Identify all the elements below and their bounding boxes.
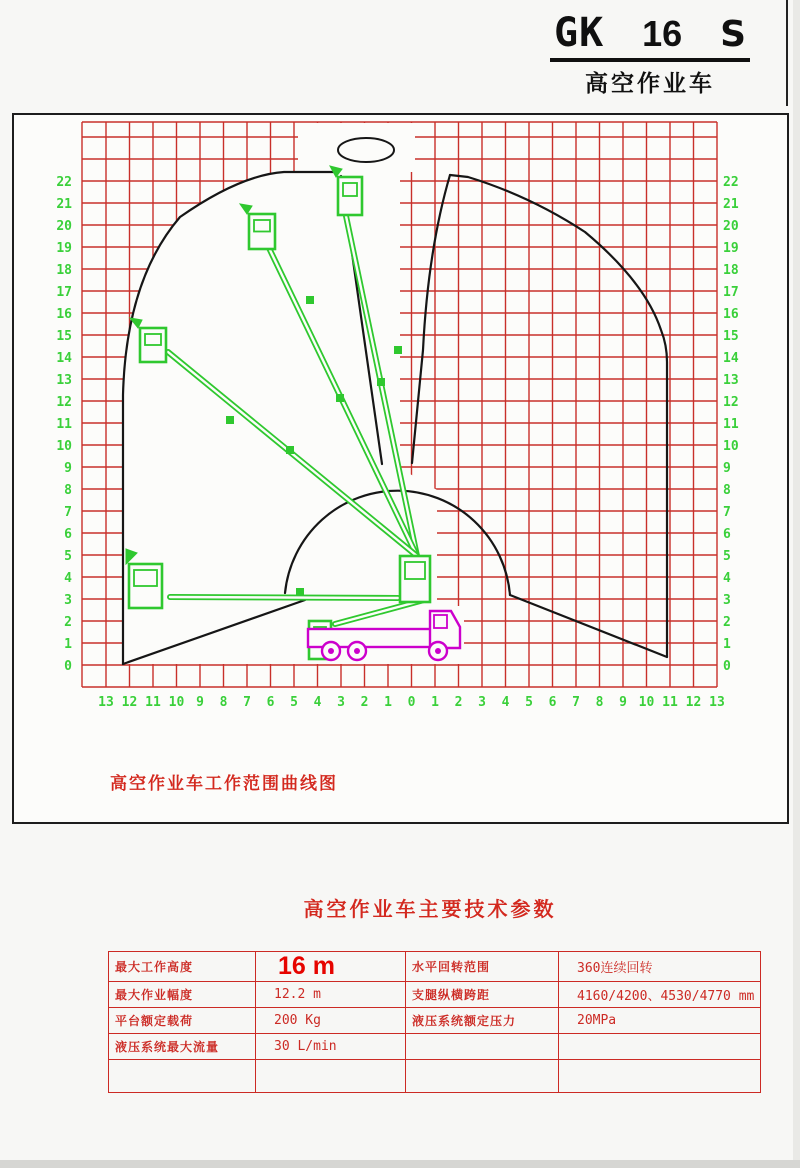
y-axis-label-left: 21 [56,197,72,212]
y-axis-label-right: 9 [723,461,731,476]
param-label: 最大作业幅度 [109,982,256,1008]
y-axis-label-left: 22 [56,175,72,190]
y-axis-label-left: 6 [64,527,72,542]
y-axis-label-left: 20 [56,219,72,234]
y-axis-label-left: 13 [56,373,72,388]
param-value [559,1060,761,1093]
page-bottom-edge [0,1160,800,1168]
y-axis-label-right: 3 [723,593,731,608]
y-axis-label-left: 18 [56,263,72,278]
y-axis-label-right: 10 [723,439,739,454]
boom-line-core [170,597,398,598]
boom-joint [394,346,402,354]
envelope-outline [510,595,667,657]
x-axis-label: 11 [145,695,161,710]
x-axis-label: 5 [290,695,298,710]
table-row [109,982,761,1008]
y-axis-label-right: 19 [723,241,739,256]
model-number: 16 [642,13,683,54]
x-axis-label: 13 [98,695,114,710]
x-axis-label: 10 [638,695,655,710]
page-right-edge [793,0,800,1168]
param-label: 液压系统最大流量 [109,1034,256,1060]
truck-hub [328,648,334,654]
table-title: 高空作业车主要技术参数 [303,899,557,921]
param-label [109,1060,256,1093]
y-axis-label-left: 11 [56,417,72,432]
boom-joint [377,378,385,386]
boom-joint [296,588,304,596]
param-value [256,1060,406,1093]
table-row [109,1008,761,1034]
param-label [406,1034,559,1060]
y-axis-label-left: 7 [64,505,72,520]
x-axis-label: 1 [384,695,392,710]
y-axis-label-left: 16 [56,307,72,322]
y-axis-label-right: 0 [723,659,731,674]
page-edge-line [786,0,788,106]
header-logo [550,10,750,98]
y-axis-label-right: 17 [723,285,739,300]
y-axis-label-left: 8 [64,483,72,498]
y-axis-label-left: 12 [56,395,72,410]
y-axis-label-right: 4 [723,571,731,586]
x-axis-label: 10 [168,695,185,710]
boom-joint [286,446,294,454]
model-subtitle: 高空作业车 [585,70,715,96]
y-axis-label-right: 16 [723,307,739,322]
y-axis-label-left: 9 [64,461,72,476]
y-axis-label-right: 6 [723,527,731,542]
model-suffix: S [720,14,746,55]
param-value: 12.2 m [256,982,406,1008]
param-label: 支腿纵横跨距 [406,982,559,1008]
param-value [559,1034,761,1060]
x-axis-label: 13 [709,695,725,710]
truck-hub [354,648,360,654]
param-label [406,1060,559,1093]
x-axis-label: 9 [196,695,204,710]
y-axis-label-left: 5 [64,549,72,564]
x-axis-label: 7 [243,695,251,710]
y-axis-label-right: 22 [723,175,739,190]
y-axis-label-left: 2 [64,615,72,630]
x-axis-label: 0 [407,695,416,710]
x-axis-label: 4 [313,695,322,710]
x-axis-label: 1 [431,695,439,710]
boom-joint [306,296,314,304]
y-axis-label-right: 20 [723,219,739,234]
y-axis-label-left: 17 [56,285,72,300]
y-axis-label-right: 11 [723,417,739,432]
x-axis-label: 7 [572,695,580,710]
boom-joint [336,394,344,402]
y-axis-label-left: 15 [56,329,72,344]
x-axis-label: 3 [478,695,486,710]
y-axis-label-left: 3 [64,593,72,608]
x-axis-label: 6 [548,695,557,710]
param-value: 360连续回转 [559,952,761,982]
model-code [550,10,750,62]
x-axis-label: 12 [685,695,702,710]
x-axis-label: 8 [595,695,604,710]
y-axis-label-left: 19 [56,241,72,256]
param-label: 最大工作高度 [109,952,256,982]
y-axis-label-right: 14 [723,351,739,366]
envelope-interior [298,123,415,172]
y-axis-label-right: 2 [723,615,731,630]
x-axis-label: 12 [121,695,138,710]
x-axis-label: 2 [454,695,463,710]
spec-table [108,951,761,1093]
param-value: 200 Kg [256,1008,406,1034]
y-axis-label-left: 4 [64,571,72,586]
y-axis-label-right: 7 [723,505,731,520]
x-axis-label: 4 [501,695,510,710]
y-axis-label-right: 8 [723,483,731,498]
param-value: 30 L/min [256,1034,406,1060]
x-axis-label: 3 [337,695,345,710]
y-axis-label-right: 15 [723,329,739,344]
envelope-outline [412,175,450,463]
param-value: 16 m [256,952,406,982]
truck-hub [435,648,441,654]
table-row [109,1034,761,1060]
x-axis-label: 6 [266,695,275,710]
chart-caption: 高空作业车工作范围曲线图 [110,774,338,793]
param-label: 液压系统额定压力 [406,1008,559,1034]
boom-joint [226,416,234,424]
y-axis-label-right: 5 [723,549,731,564]
x-axis-label: 8 [219,695,228,710]
x-axis-label: 11 [662,695,678,710]
x-axis-label: 5 [525,695,533,710]
model-prefix: GK [554,10,605,56]
y-axis-label-left: 10 [56,439,72,454]
param-value: 4160/4200、4530/4770 mm [559,982,761,1008]
y-axis-label-right: 18 [723,263,739,278]
y-axis-label-left: 0 [64,659,72,674]
x-axis-label: 9 [619,695,627,710]
y-axis-label-right: 1 [723,637,731,652]
y-axis-label-right: 12 [723,395,739,410]
table-row [109,1060,761,1093]
y-axis-label-right: 13 [723,373,739,388]
param-label: 平台额定载荷 [109,1008,256,1034]
y-axis-label-left: 1 [64,637,72,652]
y-axis-label-right: 21 [723,197,739,212]
table-row [109,952,761,982]
param-label: 水平回转范围 [406,952,559,982]
x-axis-label: 2 [360,695,369,710]
param-value: 20MPa [559,1008,761,1034]
y-axis-label-left: 14 [56,351,72,366]
